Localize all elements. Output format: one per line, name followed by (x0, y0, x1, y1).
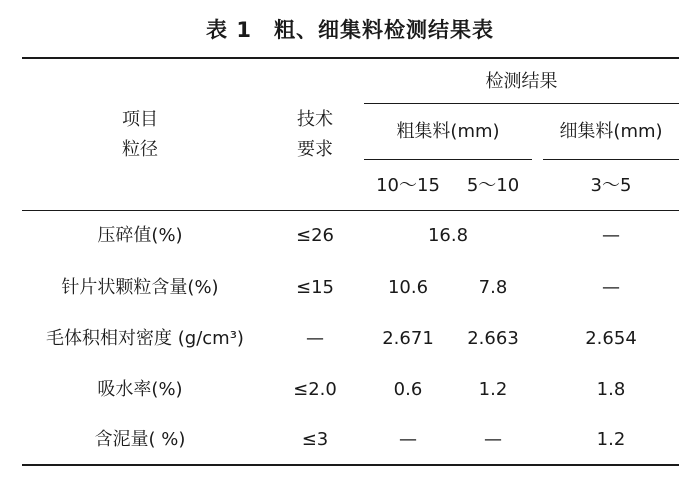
bottom-rule (22, 464, 679, 466)
row-name: 压碎值(%) (97, 225, 183, 246)
table-title (0, 14, 700, 44)
row-name: 毛体积相对密度 (g/cm³) (46, 328, 244, 349)
row-requirement: ≤2.0 (293, 379, 337, 400)
fine-underline (543, 159, 679, 160)
header-coarse-aggregate: 粗集料(mm) (396, 121, 500, 142)
row-name: 含泥量( %) (94, 429, 186, 450)
row-requirement: ≤26 (296, 225, 334, 246)
row-value-a: — (399, 429, 417, 450)
row-value-c: 1.2 (596, 429, 626, 450)
header-bottom-rule (22, 210, 679, 211)
row-value-a: 0.6 (393, 379, 423, 400)
header-size: 粒径 (122, 139, 158, 160)
header-item: 项目 (122, 109, 158, 130)
table-number: 表 1 (206, 18, 252, 42)
header-size-c: 3～5 (590, 175, 632, 196)
header-test-result: 检测结果 (485, 71, 558, 92)
row-value-merged: 16.8 (427, 225, 469, 246)
row-value-c: 1.8 (596, 379, 626, 400)
header-size-a: 10～15 (376, 175, 440, 196)
row-name: 吸水率(%) (97, 379, 183, 400)
row-value-b: 2.663 (467, 328, 519, 349)
row-requirement: ≤15 (296, 277, 334, 298)
table-caption: 粗、细集料检测结果表 (273, 18, 494, 42)
coarse-underline (364, 159, 532, 160)
header-size-b: 5～10 (466, 175, 520, 196)
row-value-b: 1.2 (478, 379, 508, 400)
row-value-c: — (602, 225, 620, 246)
row-value-b: — (484, 429, 502, 450)
header-requirement-line2: 要求 (297, 139, 333, 160)
row-requirement: — (306, 328, 324, 349)
row-value-c: — (602, 277, 620, 298)
row-value-c: 2.654 (585, 328, 637, 349)
header-fine-aggregate: 细集料(mm) (559, 121, 663, 142)
result-underline (364, 103, 679, 104)
row-value-b: 7.8 (478, 277, 508, 298)
row-requirement: ≤3 (301, 429, 329, 450)
row-name: 针片状颗粒含量(%) (61, 277, 219, 298)
top-rule (22, 57, 679, 59)
header-requirement-line1: 技术 (297, 109, 333, 130)
row-value-a: 10.6 (387, 277, 429, 298)
row-value-a: 2.671 (382, 328, 434, 349)
